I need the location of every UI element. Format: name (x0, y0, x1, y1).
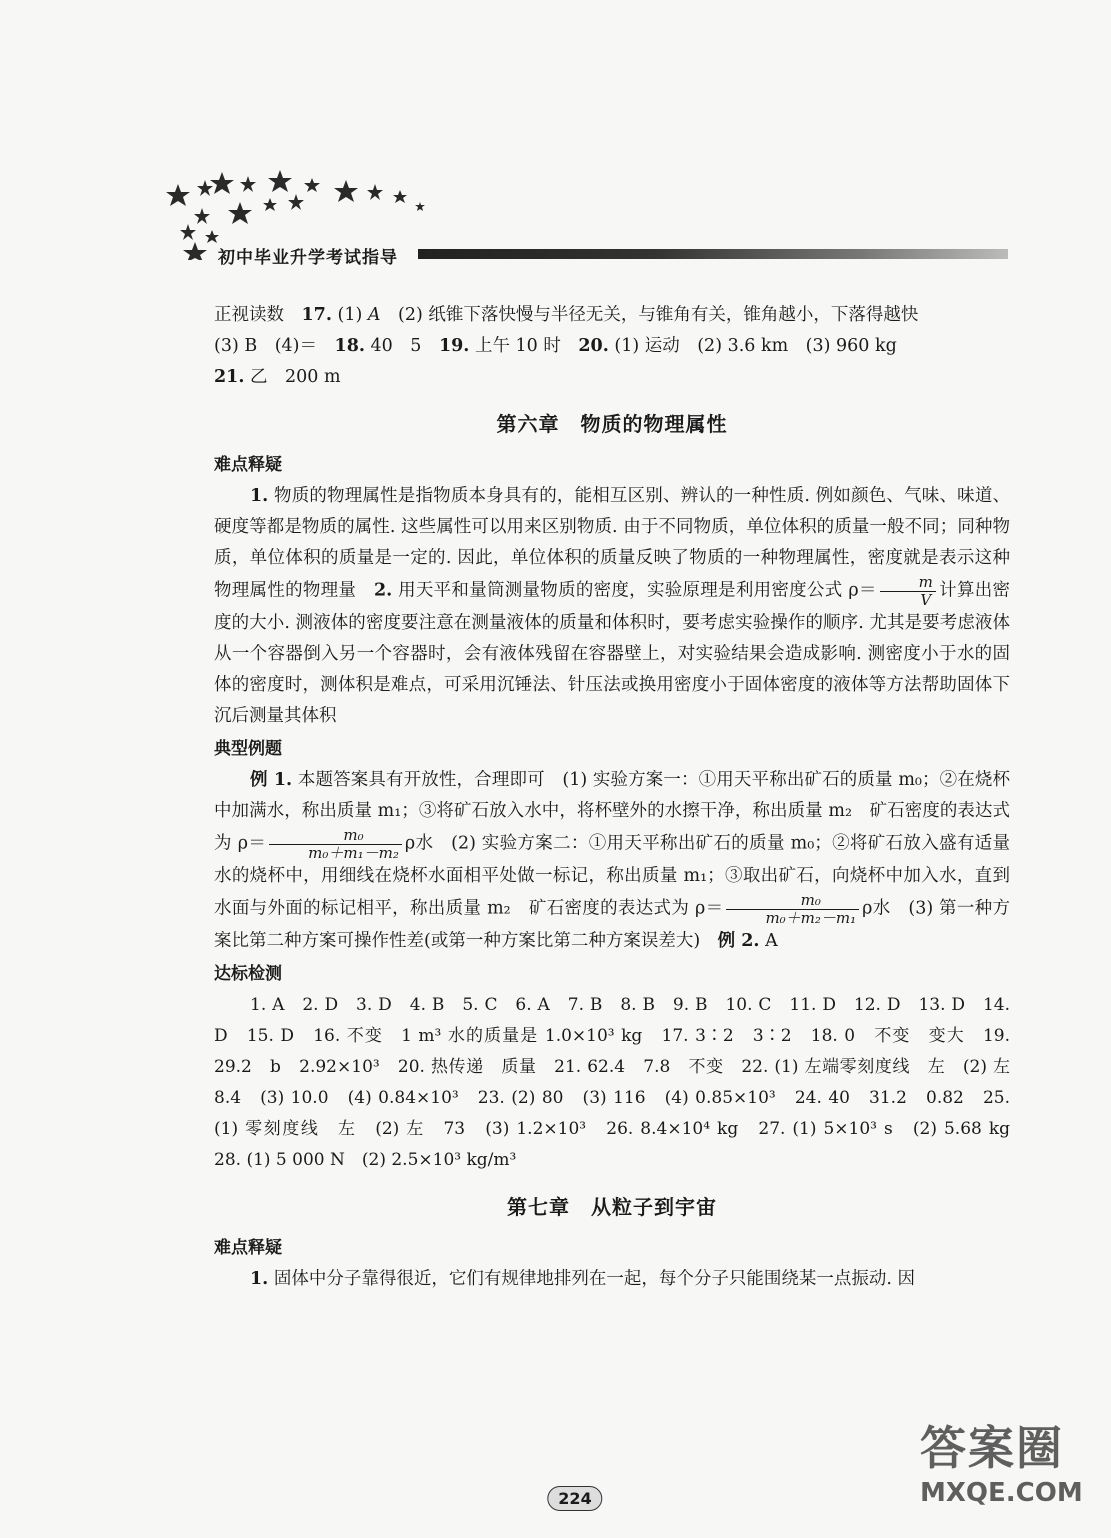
ch6-examples (214, 765, 1010, 957)
formula-numerator: m (880, 574, 936, 592)
ex1-label: 例 1. (250, 770, 293, 790)
ex1-f2-denominator: m₀＋m₂－m₁ (765, 908, 857, 927)
ch7-section-difficulties: 难点释疑 (214, 1238, 282, 1258)
ch7-p1-text: 固体中分子靠得很近，它们有规律地排列在一起，每个分子只能围绕某一点振动. 因 (268, 1269, 915, 1289)
ch6-section-difficulties: 难点释疑 (214, 455, 282, 475)
ch6-p2-text: 用天平和量筒测量物质的密度，实验原理是利用密度公式 ρ＝ (392, 580, 877, 601)
header-rule (418, 249, 1008, 259)
ch6-p1-num: 1. (250, 486, 269, 506)
ex2-label: 例 2. (717, 931, 760, 951)
ch6-test-answers: 1. A 2. D 3. D 4. B 5. C 6. A 7. B 8. B 9. B 10. C 11. D 12. D 13. D 14. D 15. D 16. 不变 1 m³ 水的质量是 1.0×10³ kg 17. 3∶2 3∶2 18. 0 不变 变大 19. 29.2 b 2.92×10³ 20. 热传递 质量 21. 62.4 7.8 不变 22. (1) 左端零刻度线 左 (2) 左 8.4 (3) 10.0 (4) 0.84×10³ 23. (2) 80 (3) 116 (4) 0.85×10³ 24. 40 31.2 0.82 25. (1) 零刻度线 左 (2) 左 73 (3) 1.2×10³ 26. 8.4×10⁴ kg 27. (1) 5×10³ s (2) 5.68 kg 28. (1) 5 000 N (2) 2.5×10³ kg/m³ (214, 995, 1027, 1170)
content (214, 300, 1027, 1295)
ex1-fraction-1 (269, 827, 402, 861)
ex1-f1-denominator: m₀＋m₁－m₂ (308, 843, 399, 862)
q21-text: 乙 200 m (244, 367, 341, 387)
watermark-logo (920, 1412, 1100, 1532)
ex1-f1-numerator: m₀ (269, 827, 402, 845)
q19-text: 上午 10 时 (469, 336, 579, 356)
ch6-p2-num: 2. (373, 580, 393, 601)
ch6-explanation (214, 481, 1010, 732)
q20-num: 20. (578, 336, 609, 356)
q19-num: 19. (438, 336, 470, 356)
ch6-p1-text: 物质的物理属性是指物质本身具有的，能相互区别、辨认的一种性质. 例如颜色、气味、味道、硬度等都是物质的属性. 这些属性可以用来区别物质. 由于不同物质，单位体积的质量一般不同；同种物质，单位体积的质量是一定的. 因此，单位体积的质量反映了物质的一种物理属性，密度就是表示这种物理属性的物理量 (214, 486, 1010, 601)
watermark-url: MXQE.COM (920, 1478, 1083, 1508)
ex1-text: 本题答案具有开放性，合理即可 (1) 实验方案一：①用天平称出矿石的质量 m₀；②在烧杯中加满水，称出质量 m₁；③将矿石放入水中，将杯壁外的水擦干净，称出质量 m₂ 矿石密度的表达式为 ρ＝ (214, 770, 1010, 854)
ch6-p2-text-b: 计算出密度的大小. 测液体的密度要注意在测量液体的质量和体积时，要考虑实验操作的顺序. 尤其是要考虑液体从一个容器倒入另一个容器时，会有液体残留在容器壁上，对实验结果会造成影响. 测密度小于水的固体的密度时，测体积是难点，可采用沉锤法、针压法或换用密度小于固体密度的液体等方法帮助固体下沉后测量其体积 (214, 580, 1011, 726)
ch6-section-examples: 典型例题 (214, 739, 282, 759)
q17-text: (1) (337, 305, 368, 325)
intro-answers (214, 300, 1010, 393)
ch7-explanation (214, 1264, 1010, 1295)
q17-text-b: (2) 纸锥下落快慢与半径无关，与锥角有关，锥角越小，下落得越快 (380, 305, 919, 325)
intro-line2: (3) B (4)＝ (214, 336, 335, 356)
density-formula-fraction (880, 574, 936, 608)
ch7-p1-num: 1. (250, 1269, 269, 1289)
q21-num: 21. (214, 367, 245, 387)
q18-num: 18. (334, 336, 365, 356)
q20-text: (1) 运动 (2) 3.6 km (3) 960 kg (608, 336, 897, 356)
ex1-text-b: ρ水 (2) 实验方案二：①用天平称出矿石的质量 m₀；②将矿石放入盛有适量水的烧杯中，用细线在烧杯水面相平处做一标记，称出质量 m₁；③取出矿石，向烧杯中加入水，直到水面与外面的标记相平，称出质量 m₂ 矿石密度的表达式为 ρ＝ (214, 833, 1010, 919)
q17-num: 17. (301, 305, 332, 325)
chapter7-title: 第七章 从粒子到宇宙 (507, 1195, 717, 1219)
ch6-section-tests: 达标检测 (214, 964, 282, 984)
ex1-fraction-2 (726, 892, 859, 926)
watermark-top: 答案圈 (920, 1421, 1064, 1475)
page-number: 224 (547, 1486, 602, 1511)
ex2-text: A (759, 931, 778, 951)
q17-answer: A (367, 305, 381, 325)
intro-line1: 正视读数 (214, 305, 302, 325)
header-title: 初中毕业升学考试指导 (218, 248, 398, 268)
chapter6-title: 第六章 物质的物理属性 (496, 412, 728, 436)
ex1-text-c: ρ水 (3) 第一种方案比第二种方案可操作性差(或第一种方案比第二种方案误差大) (214, 898, 1010, 951)
q18-text: 40 5 (364, 336, 439, 356)
ex1-f2-numerator: m₀ (726, 892, 859, 910)
formula-denominator: V (920, 590, 932, 609)
